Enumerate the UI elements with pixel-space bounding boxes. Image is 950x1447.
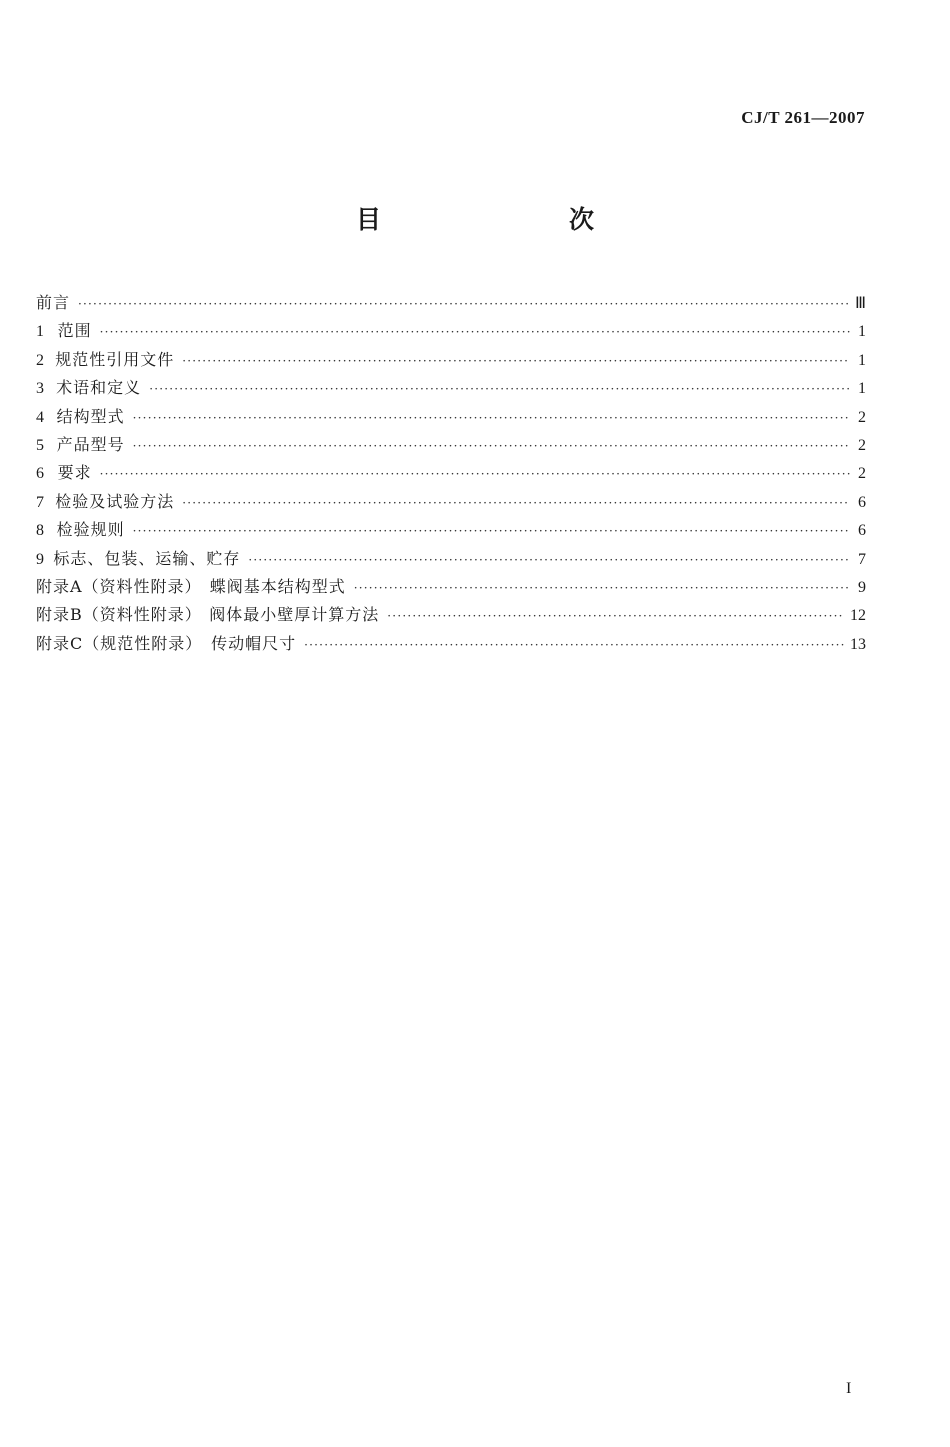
toc-entry-page: 9 [858,578,866,596]
toc-entry-page: 2 [858,465,866,483]
toc-entry-number: 5 [36,436,44,454]
toc-entry-9[interactable] [36,545,866,573]
table-of-contents [36,289,866,658]
toc-entry-label: 前言 [36,293,71,312]
toc-entry-page: 1 [858,351,866,369]
toc-leader-dots [182,347,850,375]
toc-leader-dots [100,318,850,346]
toc-leader-dots [133,517,850,545]
toc-entry-page: 6 [858,493,866,511]
toc-entry-number: 1 [36,323,44,341]
toc-entry-page: 13 [850,635,866,653]
toc-entry-label: 要求 [57,463,92,483]
toc-entry-label: 术语和定义 [56,378,142,398]
toc-entry-page: 1 [858,323,866,341]
toc-entry-label: 结构型式 [56,406,125,426]
toc-entry-appendix-c[interactable] [36,630,866,658]
toc-entry-subtitle: 蝶阀基本结构型式 [209,576,346,596]
toc-entry-number: 4 [36,408,44,426]
toc-entry-number: 8 [36,522,44,540]
toc-entry-subtitle: 阀体最小壁厚计算方法 [209,605,380,625]
toc-entry-number: 9 [36,550,44,568]
toc-entry-number: 3 [36,380,44,398]
toc-entry-label: 附录B（资料性附录） [36,605,202,625]
toc-leader-dots [387,602,844,630]
toc-entry-1[interactable] [36,317,866,345]
toc-entry-label: 标志、包装、运输、贮存 [53,548,241,568]
toc-entry-appendix-a[interactable] [36,573,866,601]
toc-entry-number: 6 [36,465,44,483]
toc-entry-foreword[interactable] [36,289,866,317]
toc-entry-label: 检验及试验方法 [55,491,175,511]
toc-entry-label: 产品型号 [56,434,125,454]
toc-leader-dots [133,432,850,460]
toc-entry-subtitle: 传动帽尺寸 [211,633,297,653]
toc-entry-label: 附录C（规范性附录） [36,633,203,653]
toc-entry-label: 检验规则 [56,520,125,540]
toc-leader-dots [149,375,850,403]
toc-entry-label: 范围 [57,321,92,341]
toc-entry-2[interactable] [36,346,866,374]
toc-entry-page: 7 [858,550,866,568]
page-number: I [846,1380,852,1397]
page-title: 目 次 [355,205,640,234]
toc-leader-dots [100,460,850,488]
toc-entry-5[interactable] [36,431,866,459]
toc-entry-appendix-b[interactable] [36,601,866,629]
toc-entry-page: 1 [858,380,866,398]
toc-entry-page: 2 [858,408,866,426]
toc-entry-page: 12 [850,607,866,625]
toc-entry-label: 规范性引用文件 [55,349,175,369]
toc-leader-dots [248,546,850,574]
toc-leader-dots [354,574,850,602]
toc-entry-label: 附录A（资料性附录） [36,576,202,596]
toc-entry-number: 2 [36,351,44,369]
toc-entry-6[interactable] [36,459,866,487]
toc-leader-dots [78,290,849,318]
toc-entry-number: 7 [36,493,44,511]
toc-leader-dots [304,631,844,659]
toc-leader-dots [133,404,850,432]
toc-entry-page: Ⅲ [854,295,866,312]
toc-leader-dots [182,489,850,517]
toc-entry-page: 2 [858,436,866,454]
toc-entry-4[interactable] [36,403,866,431]
toc-entry-page: 6 [858,522,866,540]
toc-entry-7[interactable] [36,488,866,516]
standard-code: CJ/T 261—2007 [741,108,865,127]
toc-entry-8[interactable] [36,516,866,544]
toc-entry-3[interactable] [36,374,866,402]
